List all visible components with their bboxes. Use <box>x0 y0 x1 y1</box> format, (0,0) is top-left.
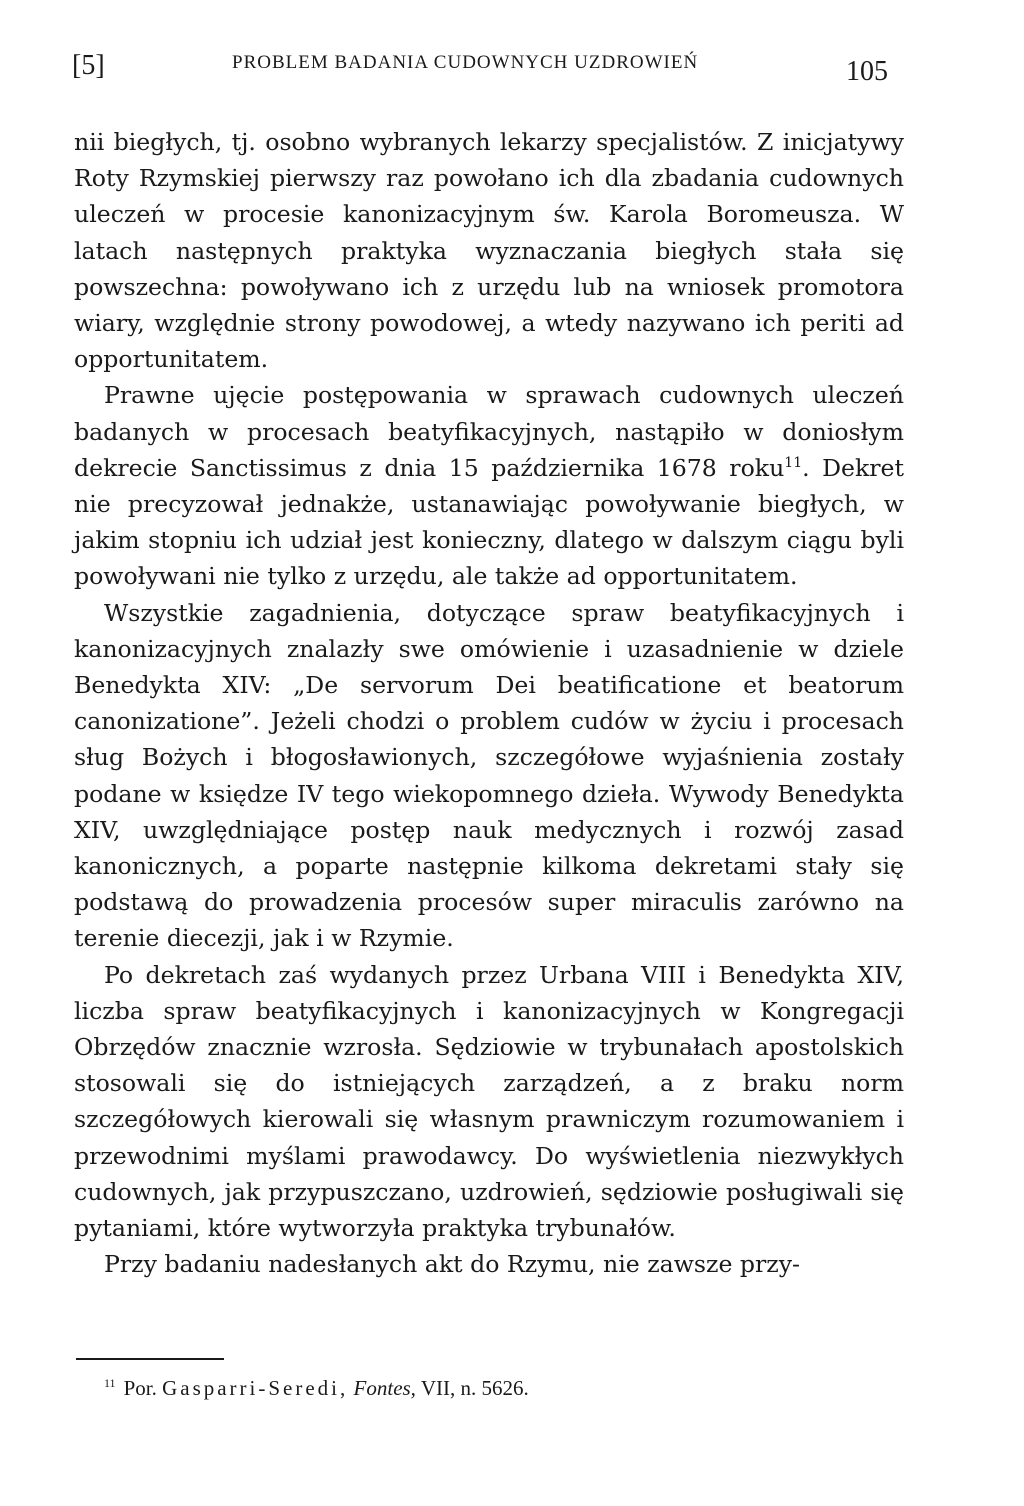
page-number: 105 <box>846 56 888 87</box>
paragraph-2 <box>74 377 904 594</box>
running-header <box>72 46 888 86</box>
footnote-divider <box>76 1358 224 1360</box>
footnote-author: Gasparri-Seredi, <box>162 1376 349 1400</box>
footnote-reference: 11 <box>784 454 803 471</box>
paragraph-1: nii biegłych, tj. osobno wybranych lekarzy specjalistów. Z inicjatywy Roty Rzymskiej pierwszy raz powołano ich dla zbadania cudownych uleczeń w procesie kanonizacyjnym św. Karola Boromeusza. W latach następnych praktyka wyznaczania biegłych stała się powszechna: powoływano ich z urzędu lub na wniosek promotora wiary, względnie strony powodowej, a wtedy nazywano ich periti ad opportunitatem. <box>74 128 904 374</box>
footnote <box>104 1376 529 1401</box>
footnote-reference-detail: VII, n. 5626. <box>420 1376 529 1400</box>
paragraph-2-text-end: . Dekret nie precyzował jednakże, ustanawiając powoływanie biegłych, w jakim stopniu ich udział jest konieczny, dlatego w dalszym ciągu byli powoływani nie tylko z urzędu, ale także ad opportunitatem. <box>74 453 904 591</box>
running-title: PROBLEM BADANIA CUDOWNYCH UZDROWIEŃ <box>232 52 699 73</box>
paragraph-5: Przy badaniu nadesłanych akt do Rzymu, nie zawsze przy- <box>104 1250 801 1279</box>
footnote-title: Fontes, <box>353 1376 416 1400</box>
body-text <box>74 124 904 1283</box>
paragraph-2-text-start: Prawne ujęcie postępowania w sprawach cudownych uleczeń badanych w procesach beatyfikacyjnych, nastąpiło w doniosłym dekrecie Sanctissimus z dnia 15 października 1678 roku <box>74 381 904 482</box>
paragraph-3: Wszystkie zagadnienia, dotyczące spraw beatyfikacyjnych i kanonizacyjnych znalazły swe omówienie i uzasadnienie w dziele Benedykta XIV: „De servorum Dei beatificatione et beatorum canonizatione”. Jeżeli chodzi o problem cudów w życiu i procesach sług Bożych i błogosławionych, szczegółowe wyjaśnienia zostały podane w księdze IV tego wiekopomnego dzieła. Wywody Benedykta XIV, uwzględniające postęp nauk medycznych i rozwój zasad kanonicznych, a poparte następnie kilkoma dekretami stały się podstawą do prowadzenia procesów super miraculis zarówno na terenie diecezji, jak i w Rzymie. <box>74 598 904 953</box>
footnote-mark: 11 <box>104 1376 116 1390</box>
paragraph-4: Po dekretach zaś wydanych przez Urbana VIII i Benedykta XIV, liczba spraw beatyfikacyjnych i kanonizacyjnych w Kongregacji Obrzędów znacznie wzrosła. Sędziowie w trybunałach apostolskich stosowali się do istniejących zarządzeń, a z braku norm szczegółowych kierowali się własnym prawniczym rozumowaniem i przewodnimi myślami prawodawcy. Do wyświetlenia niezwykłych cudownych, jak przypuszczano, uzdrowień, sędziowie posługiwali się pytaniami, które wytworzyła praktyka trybunałów. <box>74 960 904 1243</box>
section-number: [5] <box>72 50 105 81</box>
footnote-prefix: Por. <box>123 1376 157 1400</box>
